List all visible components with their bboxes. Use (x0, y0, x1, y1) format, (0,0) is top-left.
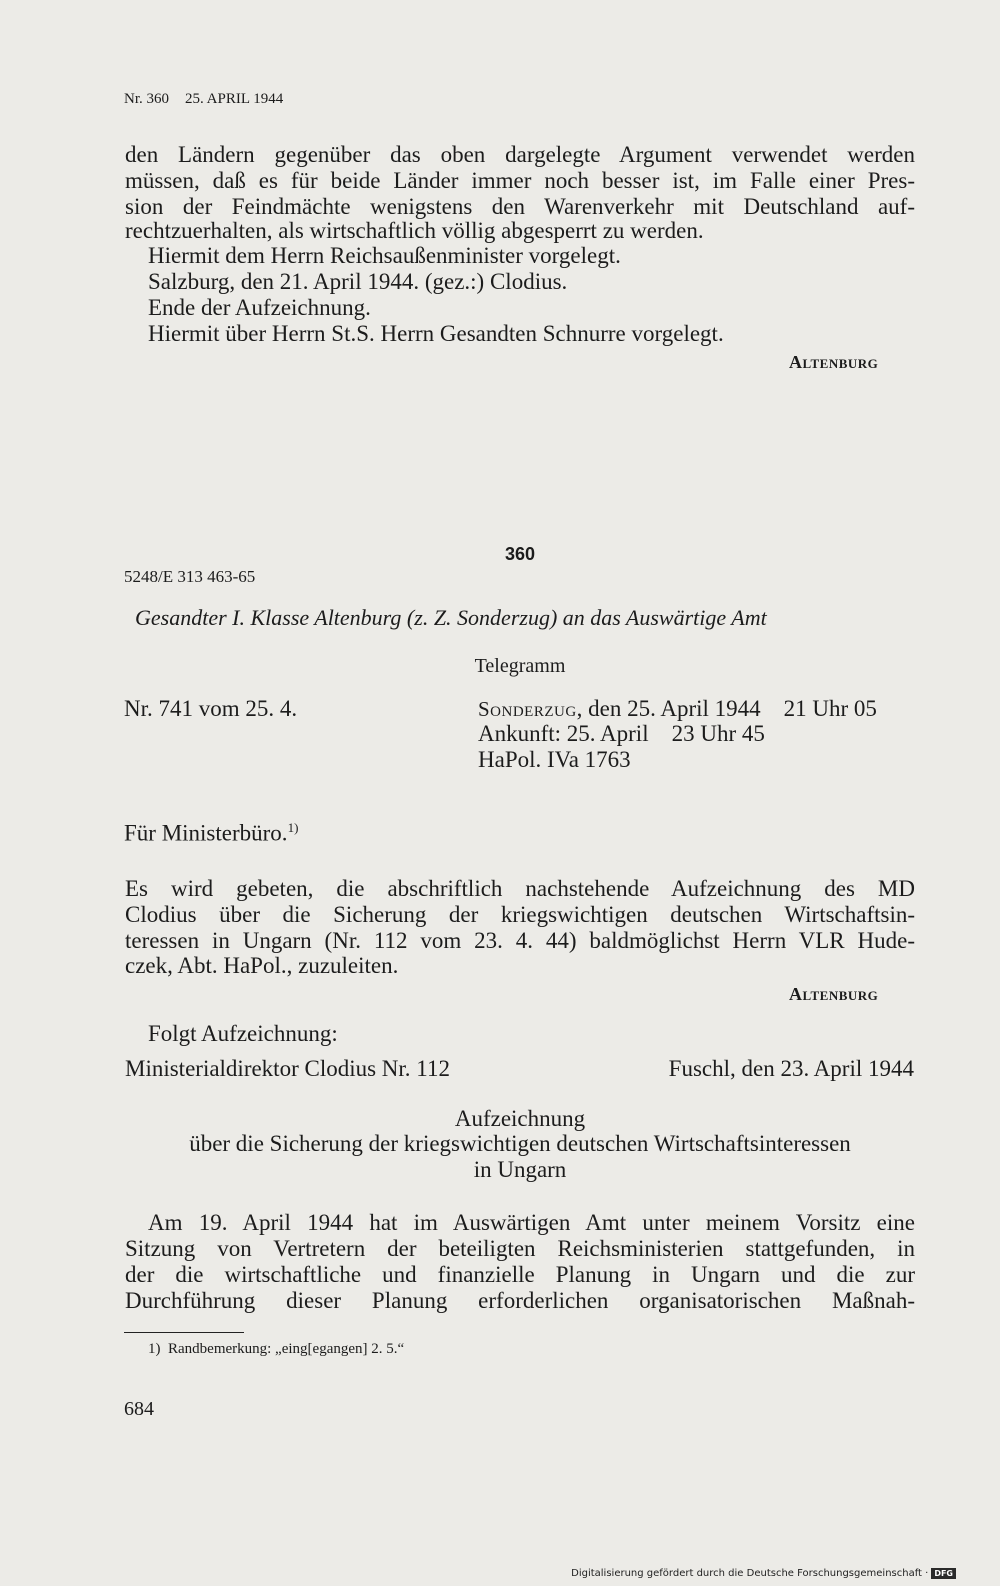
film-reference: 5248/E 313 463-65 (124, 567, 256, 586)
memo-line: der die wirtschaftliche und finanzielle Planung in Ungarn und die zur (125, 1262, 915, 1287)
digitization-credit (571, 1568, 956, 1579)
telegram-sent (478, 696, 877, 722)
signature-altenburg: Altenburg (789, 984, 879, 1004)
footnote-text: Randbemerkung: „eing[egangen] 2. 5.“ (168, 1341, 405, 1357)
footnote (148, 1341, 404, 1358)
document-title: Gesandter I. Klasse Altenburg (z. Z. Sonderzug) an das Auswärtige Amt (135, 605, 767, 630)
footnote-marker: 1) (287, 820, 299, 835)
request-line: Es wird gebeten, die abschriftlich nachstehende Aufzeichnung des MD (125, 876, 915, 901)
recipient-text: Für Ministerbüro. (124, 820, 288, 846)
continuation-line: sion der Feindmächte wenigstens den Warenverkehr mit Deutschland auf- (125, 194, 915, 219)
memo-line: Sitzung von Vertretern der beteiligten Reichsministerien stattgefunden, in (125, 1236, 915, 1261)
document-number: 360 (504, 544, 536, 564)
telegram-number: Nr. 741 vom 25. 4. (124, 696, 298, 721)
memo-place-date: Fuschl, den 23. April 1944 (668, 1056, 914, 1081)
memo-subtitle: in Ungarn (473, 1157, 567, 1182)
sent-origin: Sonderzug (478, 697, 577, 721)
running-header (124, 91, 283, 108)
continuation-line: rechtzuerhalten, als wirtschaftlich völlig abgesperrt zu werden. (125, 218, 704, 243)
dfg-logo: DFG (931, 1568, 956, 1579)
document-type: Telegramm (474, 655, 566, 677)
memo-title: Aufzeichnung (454, 1106, 586, 1131)
telegram-arrival: Ankunft: 25. April 23 Uhr 45 (478, 721, 765, 746)
page-number: 684 (124, 1398, 154, 1420)
remark-line: Ende der Aufzeichnung. (148, 295, 371, 320)
signature-altenburg: Altenburg (789, 352, 879, 372)
recipient (124, 820, 298, 847)
header-doc-number: Nr. 360 (124, 91, 169, 107)
request-line: teressen in Ungarn (Nr. 112 vom 23. 4. 44) baldmöglichst Herrn VLR Hude- (125, 928, 915, 953)
request-line: Clodius über die Sicherung der kriegswichtigen deutschen Wirtschaftsin- (125, 902, 915, 927)
remark-line: Salzburg, den 21. April 1944. (gez.:) Clodius. (148, 269, 568, 294)
request-line: czek, Abt. HaPol., zuzuleiten. (125, 953, 399, 978)
continuation-line: müssen, daß es für beide Länder immer noch besser ist, im Falle einer Pres- (125, 168, 915, 193)
memo-subtitle: über die Sicherung der kriegswichtigen deutschen Wirtschaftsinteressen (189, 1131, 851, 1156)
memo-line: Durchführung dieser Planung erforderlichen organisatorischen Maßnah- (125, 1288, 915, 1313)
memo-author: Ministerialdirektor Clodius Nr. 112 (125, 1056, 450, 1081)
credit-text: Digitalisierung gefördert durch die Deutsche Forschungsgemeinschaft · (571, 1568, 929, 1579)
header-date: 25. APRIL 1944 (185, 91, 284, 107)
follows-note: Folgt Aufzeichnung: (148, 1021, 338, 1046)
remark-line: Hiermit über Herrn St.S. Herrn Gesandten Schnurre vorgelegt. (148, 321, 724, 346)
sent-datetime: , den 25. April 1944 21 Uhr 05 (576, 696, 877, 721)
memo-line: Am 19. April 1944 hat im Auswärtigen Amt unter meinem Vorsitz eine (148, 1210, 915, 1235)
continuation-line: den Ländern gegenüber das oben dargelegte Argument verwendet werden (125, 142, 915, 167)
footnote-divider (124, 1332, 244, 1333)
remark-line: Hiermit dem Herrn Reichsaußenminister vorgelegt. (148, 243, 621, 268)
footnote-mark: 1) (148, 1341, 161, 1357)
telegram-reference: HaPol. IVa 1763 (478, 747, 631, 772)
